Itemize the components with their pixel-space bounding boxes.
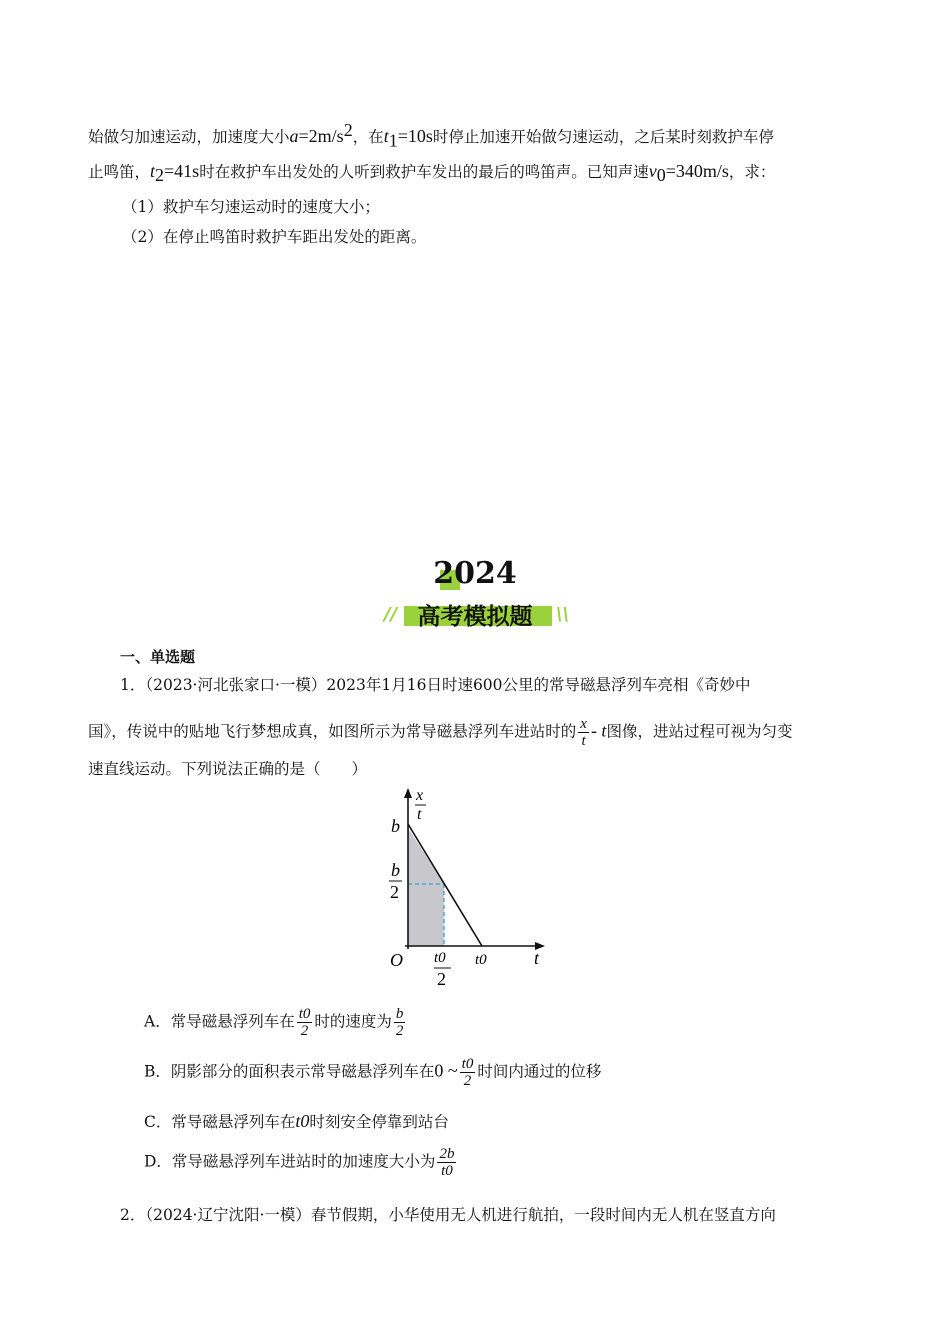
x-tick-half-num: t0 xyxy=(434,950,446,966)
question-2-line-1: 2．（2024·辽宁沈阳·一模）春节假期，小华使用无人机进行航拍，一段时间内无人机在竖直方向 xyxy=(120,1206,776,1224)
problem-line-2: 止鸣笛，$t_2=41s$时在救护车出发处的人听到救护车发出的最后的鸣笛声。已知声速$v_0=340m/s$，求： xyxy=(88,161,776,186)
question-1-line-1: 1．（2023·河北张家口·一模）2023年1月16日时速600公里的常导磁悬浮列车亮相《奇妙中 xyxy=(120,676,751,694)
option-b[interactable]: B．阴影部分的面积表示常导磁悬浮列车在0 ~ $\frac{t0}{2}$ 时间内通过的位移 xyxy=(144,1056,602,1089)
banner-title: 高考模拟题 xyxy=(417,604,533,630)
y-axis-label-num: x xyxy=(416,787,424,804)
banner-year: 2024 xyxy=(433,556,517,591)
shaded-area xyxy=(408,828,444,946)
xt-fraction: $\frac{x}{t}$ xyxy=(580,716,587,749)
banner-right-decoration: \\ xyxy=(556,604,570,625)
x-tick-end: t0 xyxy=(475,952,487,968)
y-axis-arrow xyxy=(404,788,412,798)
sub-question-2: （2）在停止鸣笛时救护车距出发处的距离。 xyxy=(122,228,427,246)
question-1-line-3: 速直线运动。下列说法正确的是（ ） xyxy=(88,760,368,778)
y-tick-half-den: 2 xyxy=(390,882,399,902)
sub-question-1: （1）救护车匀速运动时的速度大小； xyxy=(122,198,380,216)
y-tick-b: b xyxy=(391,816,400,836)
x-tick-half-den: 2 xyxy=(437,969,446,989)
option-c[interactable]: C．常导磁悬浮列车在t0时刻安全停靠到站台 xyxy=(144,1111,449,1131)
problem-line-1: 始做匀加速运动，加速度大小$a=2m/s^2$，在$t_1=10s$时停止加速开始做匀速运动，之后某时刻救护车停 xyxy=(88,120,774,151)
banner-left-decoration: // xyxy=(384,604,398,625)
option-a[interactable]: A．常导磁悬浮列车在 $\frac{t0}{2}$ 时的速度为 $\frac{b}{2}$ xyxy=(144,1006,404,1039)
section-title: 一、单选题 xyxy=(120,648,196,666)
y-axis-label-den: t xyxy=(417,806,422,823)
y-tick-half-num: b xyxy=(391,860,400,880)
x-axis-label: t xyxy=(534,948,540,968)
xt-graph xyxy=(380,784,560,992)
origin-label: O xyxy=(390,950,403,970)
option-d[interactable]: D．常导磁悬浮列车进站时的加速度大小为 $\frac{2b}{t0}$ xyxy=(144,1146,455,1179)
question-1-line-2: 国》，传说中的贴地飞行梦想成真，如图所示为常导磁悬浮列车进站时的 $\frac{x}{t}$ - t图像，进站过程可视为匀变 xyxy=(88,716,793,749)
